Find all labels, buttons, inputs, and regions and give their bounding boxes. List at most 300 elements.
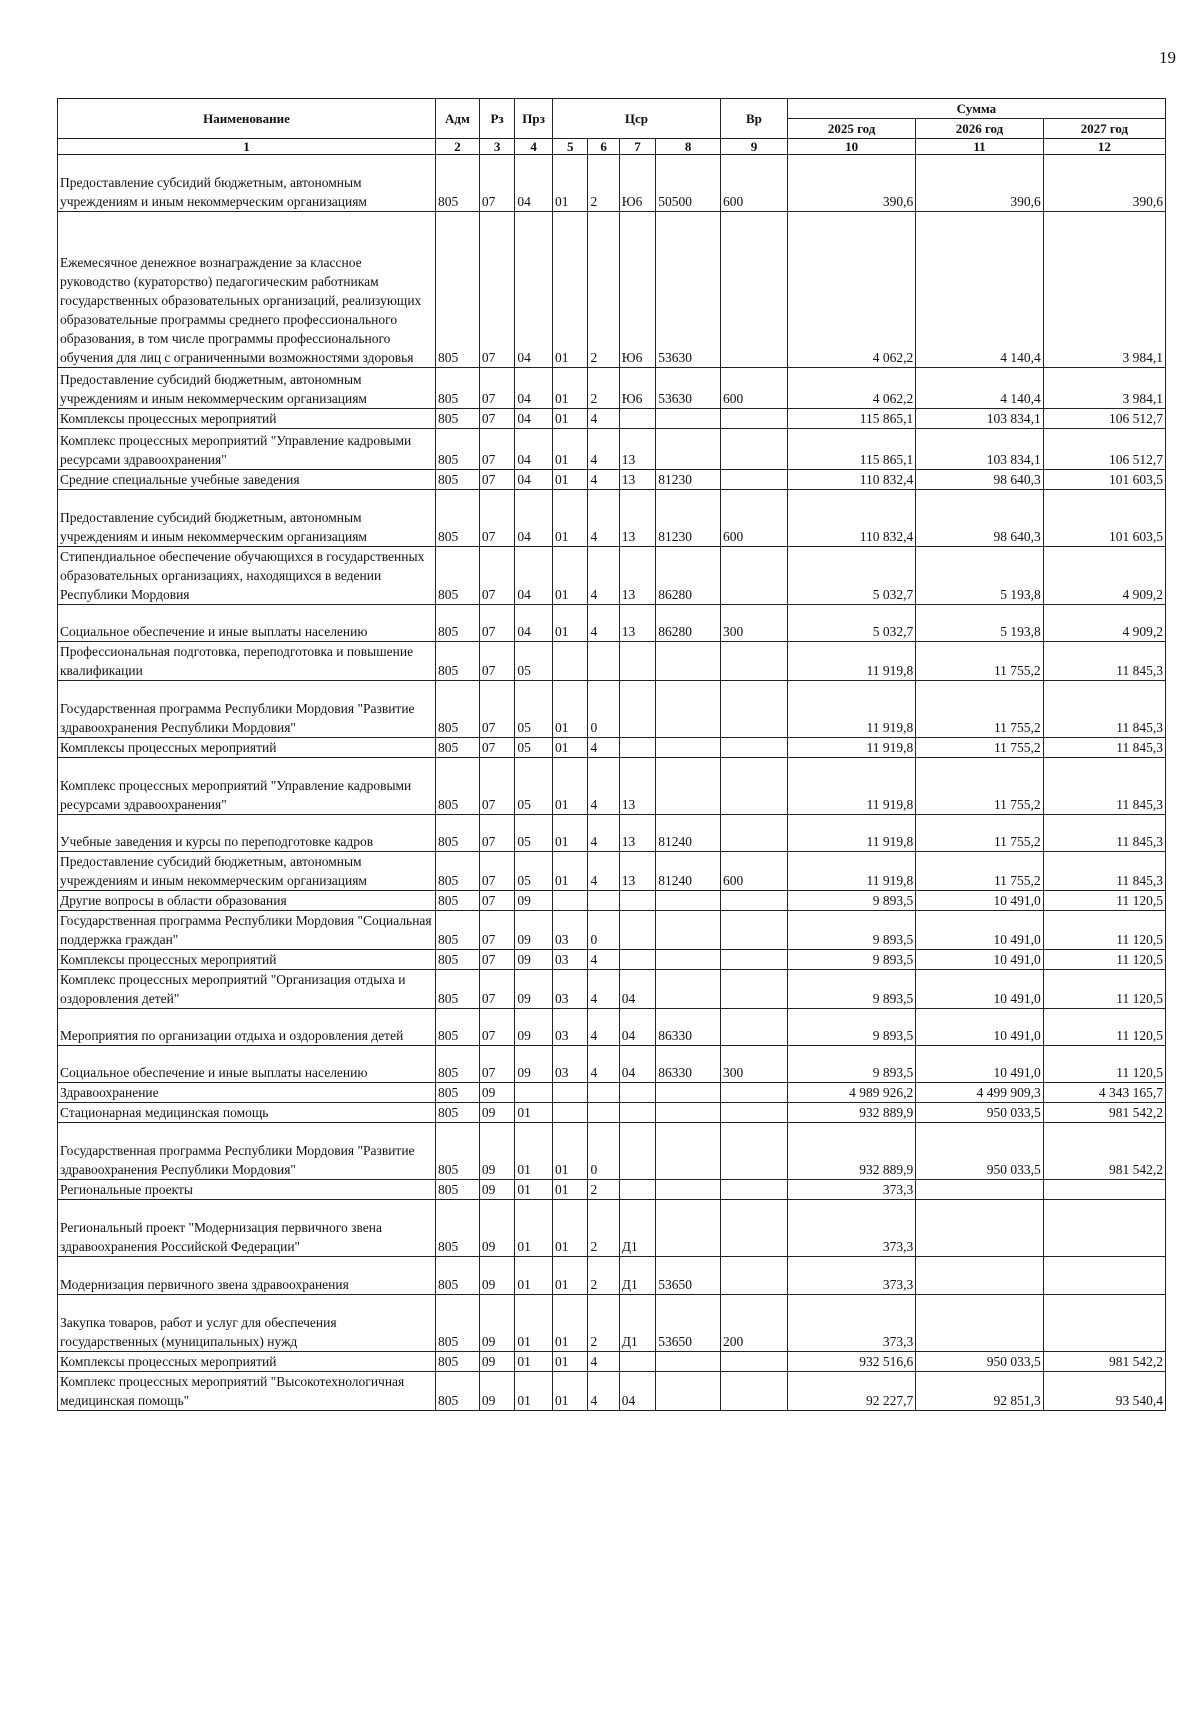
row-prz: 05: [515, 642, 553, 681]
row-prz: 09: [515, 891, 553, 911]
row-amount-2026: [916, 1295, 1043, 1352]
row-vr: 600: [721, 368, 788, 409]
table-row: [58, 1372, 1166, 1411]
row-amount-2027: 106 512,7: [1043, 409, 1165, 429]
row-amount-2026: 5 193,8: [916, 547, 1043, 605]
row-csr-project: Ю6: [619, 155, 656, 212]
row-amount-2025: 11 919,8: [787, 681, 915, 738]
row-adm: 805: [436, 950, 480, 970]
row-prz: 09: [515, 1009, 553, 1046]
row-amount-2025: 5 032,7: [787, 547, 915, 605]
row-name: Комплексы процессных мероприятий: [58, 409, 436, 429]
row-csr-project: [619, 891, 656, 911]
row-csr-direction: [656, 1372, 721, 1411]
col-number: 2: [436, 139, 480, 155]
table-row: [58, 758, 1166, 815]
row-name: Средние специальные учебные заведения: [58, 470, 436, 490]
row-amount-2026: 103 834,1: [916, 409, 1043, 429]
row-prz: 01: [515, 1103, 553, 1123]
row-amount-2026: 10 491,0: [916, 891, 1043, 911]
row-csr-direction: 86280: [656, 547, 721, 605]
row-amount-2027: 4 909,2: [1043, 605, 1165, 642]
row-amount-2026: 103 834,1: [916, 429, 1043, 470]
row-rz: 09: [479, 1372, 515, 1411]
row-prz: 05: [515, 758, 553, 815]
row-csr-direction: [656, 642, 721, 681]
row-csr-project: 13: [619, 429, 656, 470]
row-adm: 805: [436, 212, 480, 368]
row-prz: 04: [515, 470, 553, 490]
row-amount-2025: 11 919,8: [787, 738, 915, 758]
row-amount-2026: 5 193,8: [916, 605, 1043, 642]
row-csr-program: 01: [552, 470, 588, 490]
row-csr-direction: 53650: [656, 1257, 721, 1295]
row-csr-direction: [656, 681, 721, 738]
row-csr-project: [619, 738, 656, 758]
row-csr-project: [619, 911, 656, 950]
table-row: [58, 470, 1166, 490]
row-vr: 200: [721, 1295, 788, 1352]
row-csr-project: Д1: [619, 1295, 656, 1352]
row-vr: [721, 1257, 788, 1295]
row-csr-direction: [656, 1083, 721, 1103]
row-name: Комплексы процессных мероприятий: [58, 738, 436, 758]
col-number: 7: [619, 139, 656, 155]
row-amount-2027: 11 845,3: [1043, 852, 1165, 891]
row-amount-2026: 4 499 909,3: [916, 1083, 1043, 1103]
row-amount-2025: 9 893,5: [787, 950, 915, 970]
row-amount-2025: 9 893,5: [787, 891, 915, 911]
col-number: 11: [916, 139, 1043, 155]
row-csr-program: 01: [552, 368, 588, 409]
table-row: [58, 1180, 1166, 1200]
header-sum: Сумма: [787, 99, 1165, 119]
row-prz: 01: [515, 1372, 553, 1411]
row-csr-project: [619, 1180, 656, 1200]
row-rz: 07: [479, 681, 515, 738]
row-csr-program: [552, 891, 588, 911]
row-prz: 04: [515, 605, 553, 642]
row-vr: [721, 1009, 788, 1046]
table-header: [58, 99, 1166, 155]
row-csr-project: [619, 1083, 656, 1103]
row-amount-2026: 950 033,5: [916, 1352, 1043, 1372]
row-csr-program: 01: [552, 1352, 588, 1372]
column-number-row: [58, 139, 1166, 155]
col-number: 10: [787, 139, 915, 155]
row-prz: 04: [515, 547, 553, 605]
row-amount-2026: 11 755,2: [916, 642, 1043, 681]
row-adm: 805: [436, 738, 480, 758]
row-amount-2025: 11 919,8: [787, 852, 915, 891]
row-adm: 805: [436, 970, 480, 1009]
row-csr-direction: 50500: [656, 155, 721, 212]
row-amount-2027: 390,6: [1043, 155, 1165, 212]
row-csr-direction: 53630: [656, 212, 721, 368]
row-adm: 805: [436, 429, 480, 470]
table-row: [58, 1083, 1166, 1103]
row-csr-direction: 86330: [656, 1009, 721, 1046]
table-row: [58, 681, 1166, 738]
row-csr-type: [588, 642, 619, 681]
row-rz: 09: [479, 1123, 515, 1180]
row-vr: [721, 547, 788, 605]
row-csr-direction: 81240: [656, 852, 721, 891]
col-number: 8: [656, 139, 721, 155]
row-prz: 05: [515, 738, 553, 758]
row-prz: 09: [515, 950, 553, 970]
row-csr-project: 13: [619, 852, 656, 891]
row-csr-program: 03: [552, 911, 588, 950]
row-amount-2025: 9 893,5: [787, 1009, 915, 1046]
row-amount-2025: 4 062,2: [787, 212, 915, 368]
table-row: [58, 1257, 1166, 1295]
row-prz: 04: [515, 155, 553, 212]
row-amount-2025: 9 893,5: [787, 911, 915, 950]
row-name: Модернизация первичного звена здравоохранения: [58, 1257, 436, 1295]
row-vr: 600: [721, 852, 788, 891]
row-csr-program: 01: [552, 681, 588, 738]
row-csr-program: 01: [552, 758, 588, 815]
row-amount-2025: 110 832,4: [787, 490, 915, 547]
row-name: Предоставление субсидий бюджетным, автономным учреждениям и иным некоммерческим организациям: [58, 368, 436, 409]
row-amount-2026: 4 140,4: [916, 212, 1043, 368]
row-name: Региональные проекты: [58, 1180, 436, 1200]
row-adm: 805: [436, 1046, 480, 1083]
row-rz: 07: [479, 911, 515, 950]
row-csr-program: 03: [552, 950, 588, 970]
row-amount-2027: [1043, 1200, 1165, 1257]
row-prz: 09: [515, 1046, 553, 1083]
row-rz: 07: [479, 758, 515, 815]
col-number: 1: [58, 139, 436, 155]
row-amount-2027: 11 845,3: [1043, 642, 1165, 681]
row-name: Закупка товаров, работ и услуг для обеспечения государственных (муниципальных) нужд: [58, 1295, 436, 1352]
row-vr: [721, 1200, 788, 1257]
row-csr-program: 01: [552, 155, 588, 212]
row-name: Мероприятия по организации отдыха и оздоровления детей: [58, 1009, 436, 1046]
row-amount-2027: 11 120,5: [1043, 970, 1165, 1009]
row-vr: [721, 891, 788, 911]
row-adm: 805: [436, 1257, 480, 1295]
row-amount-2026: [916, 1180, 1043, 1200]
row-csr-direction: 81230: [656, 490, 721, 547]
header-prz: Прз: [515, 99, 553, 139]
row-rz: 07: [479, 891, 515, 911]
row-csr-program: [552, 642, 588, 681]
row-csr-type: 2: [588, 368, 619, 409]
row-amount-2025: 932 889,9: [787, 1103, 915, 1123]
row-csr-project: Д1: [619, 1257, 656, 1295]
row-vr: 600: [721, 155, 788, 212]
row-prz: 04: [515, 490, 553, 547]
header-year-2026: 2026 год: [916, 119, 1043, 139]
row-name: Стационарная медицинская помощь: [58, 1103, 436, 1123]
row-prz: 04: [515, 409, 553, 429]
row-vr: [721, 758, 788, 815]
row-csr-direction: [656, 911, 721, 950]
row-csr-direction: [656, 891, 721, 911]
row-csr-type: 2: [588, 1295, 619, 1352]
row-vr: [721, 1372, 788, 1411]
row-rz: 07: [479, 429, 515, 470]
table-row: [58, 155, 1166, 212]
row-prz: 01: [515, 1295, 553, 1352]
row-rz: 07: [479, 1009, 515, 1046]
row-vr: [721, 470, 788, 490]
row-csr-type: 4: [588, 547, 619, 605]
row-csr-program: 01: [552, 1372, 588, 1411]
table-row: [58, 1352, 1166, 1372]
row-rz: 09: [479, 1103, 515, 1123]
table-body: [58, 155, 1166, 1411]
row-vr: [721, 911, 788, 950]
row-name: Комплексы процессных мероприятий: [58, 1352, 436, 1372]
row-csr-direction: 81230: [656, 470, 721, 490]
row-name: Комплекс процессных мероприятий "Управление кадровыми ресурсами здравоохранения": [58, 758, 436, 815]
row-amount-2027: 11 845,3: [1043, 815, 1165, 852]
row-csr-direction: 81240: [656, 815, 721, 852]
row-csr-type: [588, 1083, 619, 1103]
row-amount-2027: [1043, 1180, 1165, 1200]
row-csr-program: 01: [552, 1257, 588, 1295]
row-rz: 07: [479, 815, 515, 852]
row-prz: 04: [515, 212, 553, 368]
row-adm: 805: [436, 1083, 480, 1103]
row-amount-2025: 373,3: [787, 1180, 915, 1200]
table-row: [58, 1046, 1166, 1083]
row-rz: 07: [479, 970, 515, 1009]
row-adm: 805: [436, 852, 480, 891]
row-amount-2027: 11 120,5: [1043, 1009, 1165, 1046]
row-csr-type: 0: [588, 911, 619, 950]
header-vr: Вр: [721, 99, 788, 139]
row-amount-2025: 92 227,7: [787, 1372, 915, 1411]
row-vr: [721, 950, 788, 970]
header-year-2027: 2027 год: [1043, 119, 1165, 139]
row-csr-type: 4: [588, 815, 619, 852]
table-row: [58, 911, 1166, 950]
row-amount-2026: 950 033,5: [916, 1103, 1043, 1123]
row-prz: 01: [515, 1352, 553, 1372]
row-csr-direction: [656, 409, 721, 429]
row-name: Другие вопросы в области образования: [58, 891, 436, 911]
table-row: [58, 1295, 1166, 1352]
row-name: Комплекс процессных мероприятий "Управление кадровыми ресурсами здравоохранения": [58, 429, 436, 470]
row-csr-type: 4: [588, 1009, 619, 1046]
row-amount-2025: 11 919,8: [787, 815, 915, 852]
row-adm: 805: [436, 470, 480, 490]
row-adm: 805: [436, 1372, 480, 1411]
row-csr-type: 4: [588, 1046, 619, 1083]
row-prz: 05: [515, 852, 553, 891]
row-csr-direction: [656, 1123, 721, 1180]
table-row: [58, 409, 1166, 429]
row-adm: 805: [436, 1200, 480, 1257]
row-amount-2026: 10 491,0: [916, 970, 1043, 1009]
row-prz: [515, 1083, 553, 1103]
row-amount-2026: [916, 1200, 1043, 1257]
row-amount-2025: 9 893,5: [787, 1046, 915, 1083]
row-csr-project: 04: [619, 1372, 656, 1411]
row-csr-direction: [656, 1200, 721, 1257]
row-rz: 07: [479, 605, 515, 642]
row-amount-2026: 98 640,3: [916, 470, 1043, 490]
row-csr-type: 4: [588, 852, 619, 891]
row-amount-2027: 101 603,5: [1043, 490, 1165, 547]
row-name: Предоставление субсидий бюджетным, автономным учреждениям и иным некоммерческим организациям: [58, 155, 436, 212]
row-csr-type: 4: [588, 409, 619, 429]
row-prz: 05: [515, 681, 553, 738]
row-adm: 805: [436, 1123, 480, 1180]
row-amount-2027: 981 542,2: [1043, 1103, 1165, 1123]
row-csr-project: 13: [619, 758, 656, 815]
row-amount-2026: 10 491,0: [916, 1009, 1043, 1046]
row-amount-2025: 4 062,2: [787, 368, 915, 409]
row-csr-type: 4: [588, 490, 619, 547]
row-name: Социальное обеспечение и иные выплаты населению: [58, 1046, 436, 1083]
row-adm: 805: [436, 605, 480, 642]
row-csr-program: 01: [552, 738, 588, 758]
row-csr-type: 4: [588, 970, 619, 1009]
row-csr-project: [619, 409, 656, 429]
row-vr: [721, 1180, 788, 1200]
row-name: Государственная программа Республики Мордовия "Развитие здравоохранения Республики Мордовия": [58, 681, 436, 738]
row-csr-project: 13: [619, 490, 656, 547]
row-rz: 09: [479, 1257, 515, 1295]
row-csr-program: 01: [552, 490, 588, 547]
row-prz: 04: [515, 429, 553, 470]
row-csr-type: 4: [588, 758, 619, 815]
row-csr-direction: [656, 738, 721, 758]
row-adm: 805: [436, 642, 480, 681]
row-amount-2026: 11 755,2: [916, 815, 1043, 852]
table-row: [58, 547, 1166, 605]
row-name: Комплекс процессных мероприятий "Высокотехнологичная медицинская помощь": [58, 1372, 436, 1411]
row-csr-program: 03: [552, 1009, 588, 1046]
row-prz: 09: [515, 970, 553, 1009]
row-csr-project: 13: [619, 470, 656, 490]
table-row: [58, 1123, 1166, 1180]
row-vr: 300: [721, 1046, 788, 1083]
row-amount-2027: 11 845,3: [1043, 738, 1165, 758]
table-row: [58, 1009, 1166, 1046]
row-csr-type: 4: [588, 1372, 619, 1411]
row-csr-type: [588, 891, 619, 911]
table-row: [58, 970, 1166, 1009]
row-vr: [721, 642, 788, 681]
row-csr-project: 04: [619, 970, 656, 1009]
row-rz: 09: [479, 1352, 515, 1372]
row-vr: [721, 1123, 788, 1180]
row-prz: 01: [515, 1180, 553, 1200]
row-name: Предоставление субсидий бюджетным, автономным учреждениям и иным некоммерческим организациям: [58, 852, 436, 891]
row-prz: 01: [515, 1123, 553, 1180]
row-amount-2026: 11 755,2: [916, 681, 1043, 738]
row-csr-type: 2: [588, 155, 619, 212]
row-amount-2026: 11 755,2: [916, 758, 1043, 815]
row-rz: 07: [479, 547, 515, 605]
header-name: Наименование: [58, 99, 436, 139]
table-row: [58, 738, 1166, 758]
row-csr-direction: 53630: [656, 368, 721, 409]
row-prz: 01: [515, 1257, 553, 1295]
row-csr-program: 01: [552, 1295, 588, 1352]
row-csr-project: 13: [619, 605, 656, 642]
row-adm: 805: [436, 490, 480, 547]
page-number: 19: [1159, 48, 1176, 67]
col-number: 4: [515, 139, 553, 155]
row-amount-2027: [1043, 1295, 1165, 1352]
row-vr: [721, 1352, 788, 1372]
row-csr-program: 03: [552, 970, 588, 1009]
row-rz: 07: [479, 738, 515, 758]
row-rz: 07: [479, 642, 515, 681]
row-csr-project: 13: [619, 815, 656, 852]
row-prz: 05: [515, 815, 553, 852]
row-vr: [721, 1103, 788, 1123]
col-number: 5: [552, 139, 588, 155]
row-csr-project: Ю6: [619, 368, 656, 409]
row-adm: 805: [436, 681, 480, 738]
row-amount-2027: 981 542,2: [1043, 1352, 1165, 1372]
row-rz: 09: [479, 1083, 515, 1103]
table-row: [58, 212, 1166, 368]
row-amount-2026: 10 491,0: [916, 950, 1043, 970]
row-amount-2025: 4 989 926,2: [787, 1083, 915, 1103]
row-csr-project: Ю6: [619, 212, 656, 368]
table-row: [58, 368, 1166, 409]
row-csr-type: 4: [588, 470, 619, 490]
row-csr-project: 13: [619, 547, 656, 605]
row-amount-2026: 10 491,0: [916, 1046, 1043, 1083]
row-csr-program: 01: [552, 1200, 588, 1257]
row-amount-2027: 981 542,2: [1043, 1123, 1165, 1180]
row-amount-2025: 932 889,9: [787, 1123, 915, 1180]
row-csr-project: Д1: [619, 1200, 656, 1257]
row-amount-2026: 11 755,2: [916, 852, 1043, 891]
row-amount-2027: 101 603,5: [1043, 470, 1165, 490]
row-amount-2027: 4 909,2: [1043, 547, 1165, 605]
header-adm: Адм: [436, 99, 480, 139]
row-amount-2025: 11 919,8: [787, 758, 915, 815]
header-year-2025: 2025 год: [787, 119, 915, 139]
col-number: 12: [1043, 139, 1165, 155]
row-csr-direction: [656, 1352, 721, 1372]
row-csr-project: 04: [619, 1046, 656, 1083]
table-row: [58, 642, 1166, 681]
row-name: Стипендиальное обеспечение обучающихся в государственных образовательных организациях, находящихся в ведении Республики Мордовия: [58, 547, 436, 605]
row-csr-program: 01: [552, 1180, 588, 1200]
row-name: Социальное обеспечение и иные выплаты населению: [58, 605, 436, 642]
row-csr-program: 03: [552, 1046, 588, 1083]
row-csr-type: [588, 1103, 619, 1123]
row-name: Региональный проект "Модернизация первичного звена здравоохранения Российской Федерации": [58, 1200, 436, 1257]
row-csr-project: [619, 642, 656, 681]
row-amount-2025: 115 865,1: [787, 429, 915, 470]
row-name: Учебные заведения и курсы по переподготовке кадров: [58, 815, 436, 852]
row-amount-2027: 93 540,4: [1043, 1372, 1165, 1411]
table-row: [58, 1200, 1166, 1257]
table-row: [58, 605, 1166, 642]
row-amount-2027: 11 120,5: [1043, 950, 1165, 970]
row-amount-2026: [916, 1257, 1043, 1295]
row-csr-program: 01: [552, 212, 588, 368]
row-csr-program: 01: [552, 815, 588, 852]
row-rz: 09: [479, 1180, 515, 1200]
header-rz: Рз: [479, 99, 515, 139]
row-rz: 07: [479, 368, 515, 409]
